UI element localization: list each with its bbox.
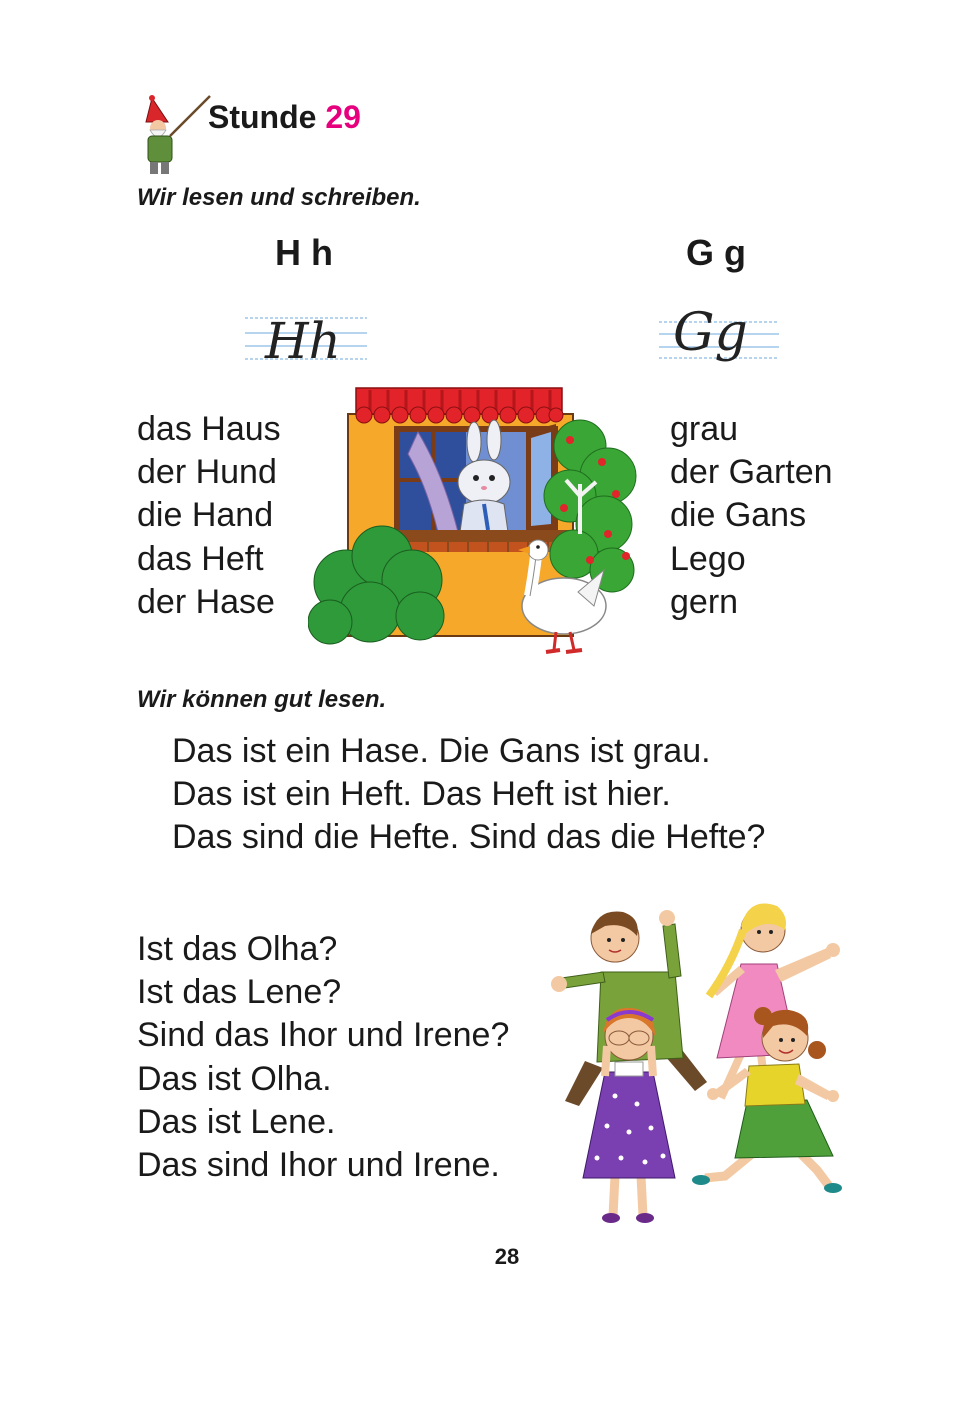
cursive-g-sample <box>657 292 781 372</box>
dialog-lines <box>137 928 509 1187</box>
dialog-line: Das sind Ihor und Irene. <box>137 1145 500 1184</box>
letter-h-print: H h <box>275 232 333 273</box>
cursive-h-sample <box>243 300 369 368</box>
word-list-h <box>137 408 281 624</box>
window-sill <box>388 530 570 542</box>
word-item: das Haus <box>137 410 281 448</box>
lesson-title-word: Stunde <box>208 99 317 135</box>
sentence-line: Das sind die Hefte. Sind das die Hefte? <box>172 818 766 857</box>
running-girl-figure <box>692 1007 842 1193</box>
page-number: 28 <box>494 1244 520 1269</box>
dialog-line: Das ist Olha. <box>137 1059 332 1098</box>
sentence-line: Das ist ein Heft. Das Heft ist hier. <box>172 775 671 814</box>
apple-tree <box>544 420 636 592</box>
word-item: die Hand <box>137 496 274 535</box>
lesson-title <box>208 97 361 137</box>
task-heading-read-well: Wir können gut lesen. <box>137 686 387 713</box>
cursive-h-text: Hh <box>265 312 341 368</box>
word-item: gern <box>670 582 739 621</box>
dialog-line: Ist das Olha? <box>137 930 338 968</box>
task-heading-read-write: Wir lesen und schreiben. <box>137 184 421 211</box>
dialog-line: Ist das Lene? <box>137 973 342 1012</box>
pointer-stick <box>170 96 210 136</box>
house-illustration <box>308 384 648 660</box>
word-item: der Garten <box>670 453 833 492</box>
gnome-coat <box>148 136 172 162</box>
children-playing-illustration <box>545 886 861 1226</box>
letter-g-print: G g <box>686 232 746 273</box>
word-item: Lego <box>670 539 746 578</box>
window <box>388 420 570 552</box>
sentence-line: Das ist ein Hase. Die Gans ist grau. <box>172 732 711 770</box>
gnome-hat <box>146 98 168 122</box>
awning <box>356 388 563 423</box>
cursive-g-text: Gg <box>673 303 748 363</box>
word-item: der Hase <box>137 582 275 621</box>
lesson-number: 29 <box>325 99 361 135</box>
word-item: der Hund <box>137 453 277 492</box>
word-item: das Heft <box>137 539 264 578</box>
word-item: grau <box>670 410 739 448</box>
dialog-line: Sind das Ihor und Irene? <box>137 1016 510 1055</box>
word-list-g <box>670 408 833 624</box>
dialog-line: Das ist Lene. <box>137 1102 336 1141</box>
gnome-teacher-icon <box>138 92 214 176</box>
reading-sentences <box>172 730 765 860</box>
word-item: die Gans <box>670 496 807 535</box>
